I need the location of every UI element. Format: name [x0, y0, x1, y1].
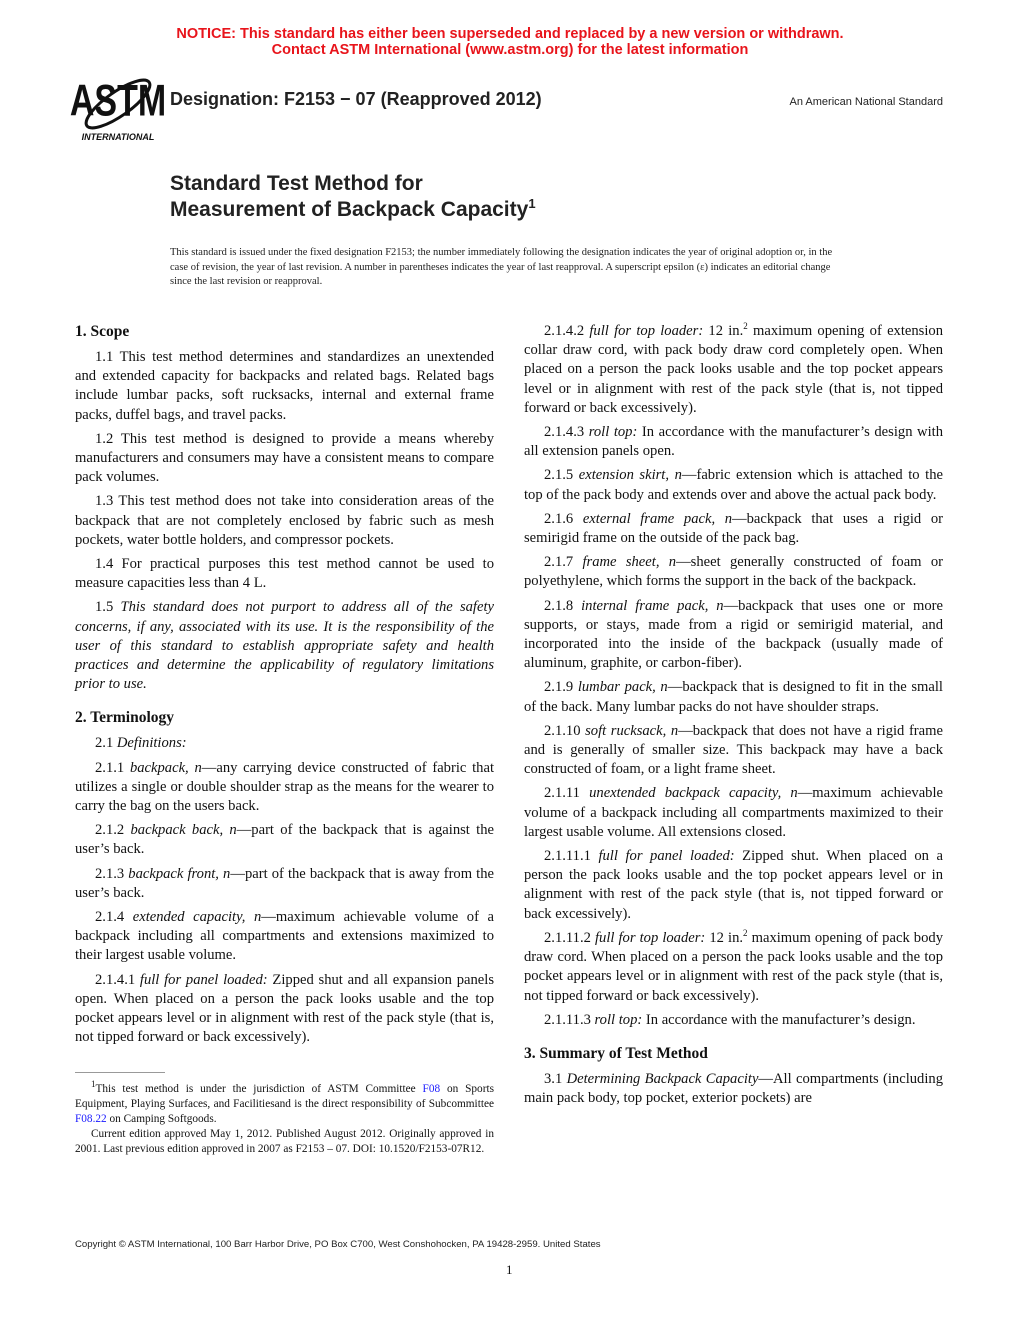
paragraph [75, 865, 494, 903]
paragraph [75, 908, 494, 966]
svg-text:ASTM: ASTM [69, 76, 167, 126]
italic-term: Definitions: [116, 735, 187, 752]
text-run: 1.1 This test method determines and standardizes an unextended and extended capacity for backpacks and related bags. Related bags include lumbar packs, soft rucksacks, internal and external frame packs, duffel bags, and travel packs. [75, 349, 494, 423]
svg-text:INTERNATIONAL: INTERNATIONAL [81, 132, 155, 142]
left-column [75, 322, 494, 1053]
text-run: 1.5 [95, 599, 121, 616]
text-run: Zipped shut. When placed on a person the pack looks usable and the top pocket appears level or in alignment with rest of the pack style (that is, not tipped forward or back excessively). [524, 848, 943, 922]
italic-term: full for top loader: [589, 323, 704, 339]
text-run: 2 [743, 928, 748, 939]
text-run: 2.1.4.3 [544, 424, 589, 441]
paragraph [75, 555, 494, 593]
paragraph [524, 929, 943, 1006]
italic-term: full for top loader: [594, 929, 706, 946]
paragraph [75, 759, 494, 817]
italic-term: Determining Backpack Capacity [566, 1070, 759, 1087]
right-column [524, 322, 943, 1113]
italic-term: extended capacity, n [132, 909, 262, 926]
text-run: —maximum achievable volume of a backpack including all compartments maximized to their largest usable volume. All extensions closed. [524, 785, 943, 840]
title-line-2: Measurement of Backpack Capacity [170, 198, 529, 221]
text-run: 2.1.3 [95, 865, 129, 882]
paragraph [524, 510, 943, 548]
text-run: —part of the backpack that is away from the user’s back. [75, 865, 494, 901]
text-run: —part of the backpack that is against the user’s back. [75, 822, 494, 858]
text-run: —maximum achievable volume of a backpack including all compartments and extensions maximized to their largest usable volume. [75, 909, 494, 964]
text-run: In accordance with the manufacturer’s design with all extension panels open. [524, 424, 944, 460]
italic-term: roll top: [594, 1011, 643, 1028]
text-run: 2.1.8 [544, 597, 582, 614]
title-footnote-ref[interactable]: 1 [528, 196, 536, 211]
text-run: 2.1.11.2 [544, 929, 595, 946]
text-run: Current edition approved May 1, 2012. Published August 2012. Originally approved in 2001. Last previous edition approved in 2007 as F2153 – 07. DOI: 10.1520/F2153-07R12. [75, 1128, 494, 1155]
paragraph [524, 553, 943, 591]
paragraph [524, 1070, 943, 1108]
paragraph [524, 466, 943, 504]
italic-term: extension skirt, n [578, 467, 682, 484]
text-run: 1 [91, 1079, 96, 1090]
text-run: 2.1.4.1 [95, 971, 140, 988]
text-run: 2.1.5 [544, 467, 579, 484]
italic-term: roll top: [588, 424, 638, 441]
copyright: Copyright © ASTM International, 100 Barr Harbor Drive, PO Box C700, West Conshohocken, PA 19428-2959. United States [75, 1239, 601, 1250]
paragraph [75, 821, 494, 859]
italic-term: backpack back, n [130, 822, 237, 839]
text-run: —any carrying device constructed of fabric that utilizes a single or double shoulder strap as the means for the wearer to carry the bag on the users back. [75, 759, 495, 815]
paragraph [75, 492, 494, 550]
text-run: on Camping Softgoods. [106, 1113, 217, 1125]
italic-term: backpack, n [129, 759, 202, 776]
text-run: 3.1 [544, 1070, 567, 1087]
italic-term: full for panel loaded: [139, 971, 268, 988]
paragraph [524, 322, 943, 418]
text-run: 12 in. [705, 929, 744, 946]
notice-line-1: NOTICE: This standard has either been superseded and replaced by a new version or withdrawn. [176, 26, 844, 42]
paragraph [524, 847, 943, 924]
paragraph [524, 423, 943, 461]
text-run: 2.1.4 [95, 909, 133, 926]
text-run: 2.1.11 [544, 785, 590, 802]
text-run: maximum opening of pack body draw cord. When placed on a person the pack looks usable and the top pocket appears level or in alignment with rest of the pack style (that is, not tipped forward or back excessively). [524, 929, 943, 1004]
national-standard-label: An American National Standard [789, 96, 943, 108]
text-run: 1.3 This test method does not take into consideration areas of the backpack that are not completely enclosed by fabric such as mesh pockets, water bottle holders, and compressor pockets. [75, 493, 494, 548]
paragraph [75, 734, 494, 753]
text-run: 2.1.11.3 [544, 1011, 595, 1028]
section-heading: 3. Summary of Test Method [524, 1044, 708, 1062]
section-heading: 1. Scope [75, 323, 130, 340]
paragraph [75, 348, 494, 425]
text-run: 2.1.4.2 [544, 323, 590, 339]
paragraph [75, 971, 494, 1048]
italic-term: backpack front, n [128, 865, 231, 882]
italic-term: This standard does not purport to address all of the safety concerns, if any, associated with its use. It is the responsibility of the user of this standard to establish appropriate safety and health practices and determine the applicability of regulatory limitations prior to use. [75, 599, 494, 693]
paragraph [75, 598, 494, 694]
text-run: —backpack that uses one or more supports, or stays, made from a rigid or semirigid material, and incorporated into the inside of the backpack (usually made of aluminum, graphite, or carbon-fiber). [524, 597, 943, 672]
italic-term: lumbar pack, n [577, 679, 668, 696]
text-run: 2.1 [95, 735, 117, 752]
text-run: —backpack that uses a rigid or semirigid frame on the outside of the pack bag. [524, 510, 943, 547]
withdrawal-notice [0, 26, 1020, 58]
committee-link[interactable]: F08.22 [75, 1113, 107, 1125]
text-run: 2.1.1 [95, 759, 130, 776]
committee-link[interactable]: F08 [422, 1083, 441, 1095]
issue-note: This standard is issued under the fixed designation F2153; the number immediately following the designation indicates the year of original adoption or, in the case of revision, the year of last revision. A number in parentheses indicates the year of last reapproval. A superscript epsilon (ε) indicates an editorial change since the last revision or reapproval. [170, 247, 833, 287]
text-run: 1.4 For practical purposes this test method cannot be used to measure capacities less than 4 L. [75, 556, 494, 592]
paragraph [524, 784, 943, 842]
text-run: —All compartments (including main pack body, top pocket, exterior pockets) are [524, 1070, 943, 1107]
section-heading: 2. Terminology [75, 709, 175, 727]
document-title [170, 171, 536, 223]
italic-term: external frame pack, n [582, 510, 733, 527]
text-run: on Sports Equipment, Playing Surfaces, and Facilitiesand is the direct responsibility of Subcommittee [75, 1083, 494, 1110]
text-run: This test method is under the jurisdiction of ASTM Committee [95, 1083, 423, 1095]
astm-logo-icon [69, 74, 167, 144]
text-run: Zipped shut and all expansion panels open. When placed on a person the pack looks usable and the top pocket appears level or in alignment with rest of the pack style (that is, not tipped forward or back excessively). [75, 971, 494, 1046]
paragraph [75, 430, 494, 488]
footnotes [75, 1079, 494, 1157]
paragraph [524, 597, 943, 674]
text-run: 2.1.7 [544, 554, 583, 571]
text-run: In accordance with the manufacturer’s design. [642, 1011, 916, 1028]
paragraph [524, 722, 943, 780]
text-run: 2.1.9 [544, 679, 578, 696]
text-run: 2.1.2 [95, 822, 131, 839]
paragraph [524, 678, 943, 716]
italic-term: unextended backpack capacity, n [589, 785, 798, 802]
text-run: 12 in. [703, 323, 744, 339]
italic-term: frame sheet, n [582, 554, 677, 571]
footnote-1 [75, 1079, 494, 1127]
text-run: 2.1.11.1 [544, 848, 599, 865]
text-run: 2.1.6 [544, 510, 583, 527]
italic-term: soft rucksack, n [585, 722, 679, 739]
italic-term: internal frame pack, n [581, 597, 724, 614]
footnote-divider [75, 1072, 165, 1073]
designation: Designation: F2153 − 07 (Reapproved 2012) [170, 89, 542, 109]
text-run: 2 [743, 321, 748, 332]
page-number: 1 [506, 1262, 513, 1277]
text-run: maximum opening of extension collar draw cord, with pack body draw cord completely open. When placed on a person the pack looks usable and the top pocket appears level or in alignment with rest of the pack style (that is, not tipped forward or back excessively). [524, 323, 943, 416]
paragraph [524, 1011, 943, 1030]
title-line-1: Standard Test Method for [170, 172, 423, 195]
footnote-edition [75, 1127, 494, 1157]
notice-line-2: Contact ASTM International (www.astm.org) for the latest information [271, 42, 749, 58]
text-run: —fabric extension which is attached to the top of the pack body and extends over and above the actual pack body. [524, 467, 943, 503]
text-run: —backpack that does not have a rigid frame and is generally of smaller size. This backpack may have a back constructed of foam, or a light frame sheet. [524, 722, 943, 778]
text-run: 2.1.10 [544, 722, 586, 739]
text-run: —sheet generally constructed of foam or polyethylene, which forms the support in the back of the backpack. [524, 554, 943, 590]
italic-term: full for panel loaded: [598, 848, 735, 865]
text-run: 1.2 This test method is designed to provide a means whereby manufacturers and consumers may have a consistent means to compare pack volumes. [75, 430, 494, 486]
text-run: —backpack that is designed to fit in the small of the back. Many lumbar packs do not have shoulder straps. [524, 679, 943, 715]
